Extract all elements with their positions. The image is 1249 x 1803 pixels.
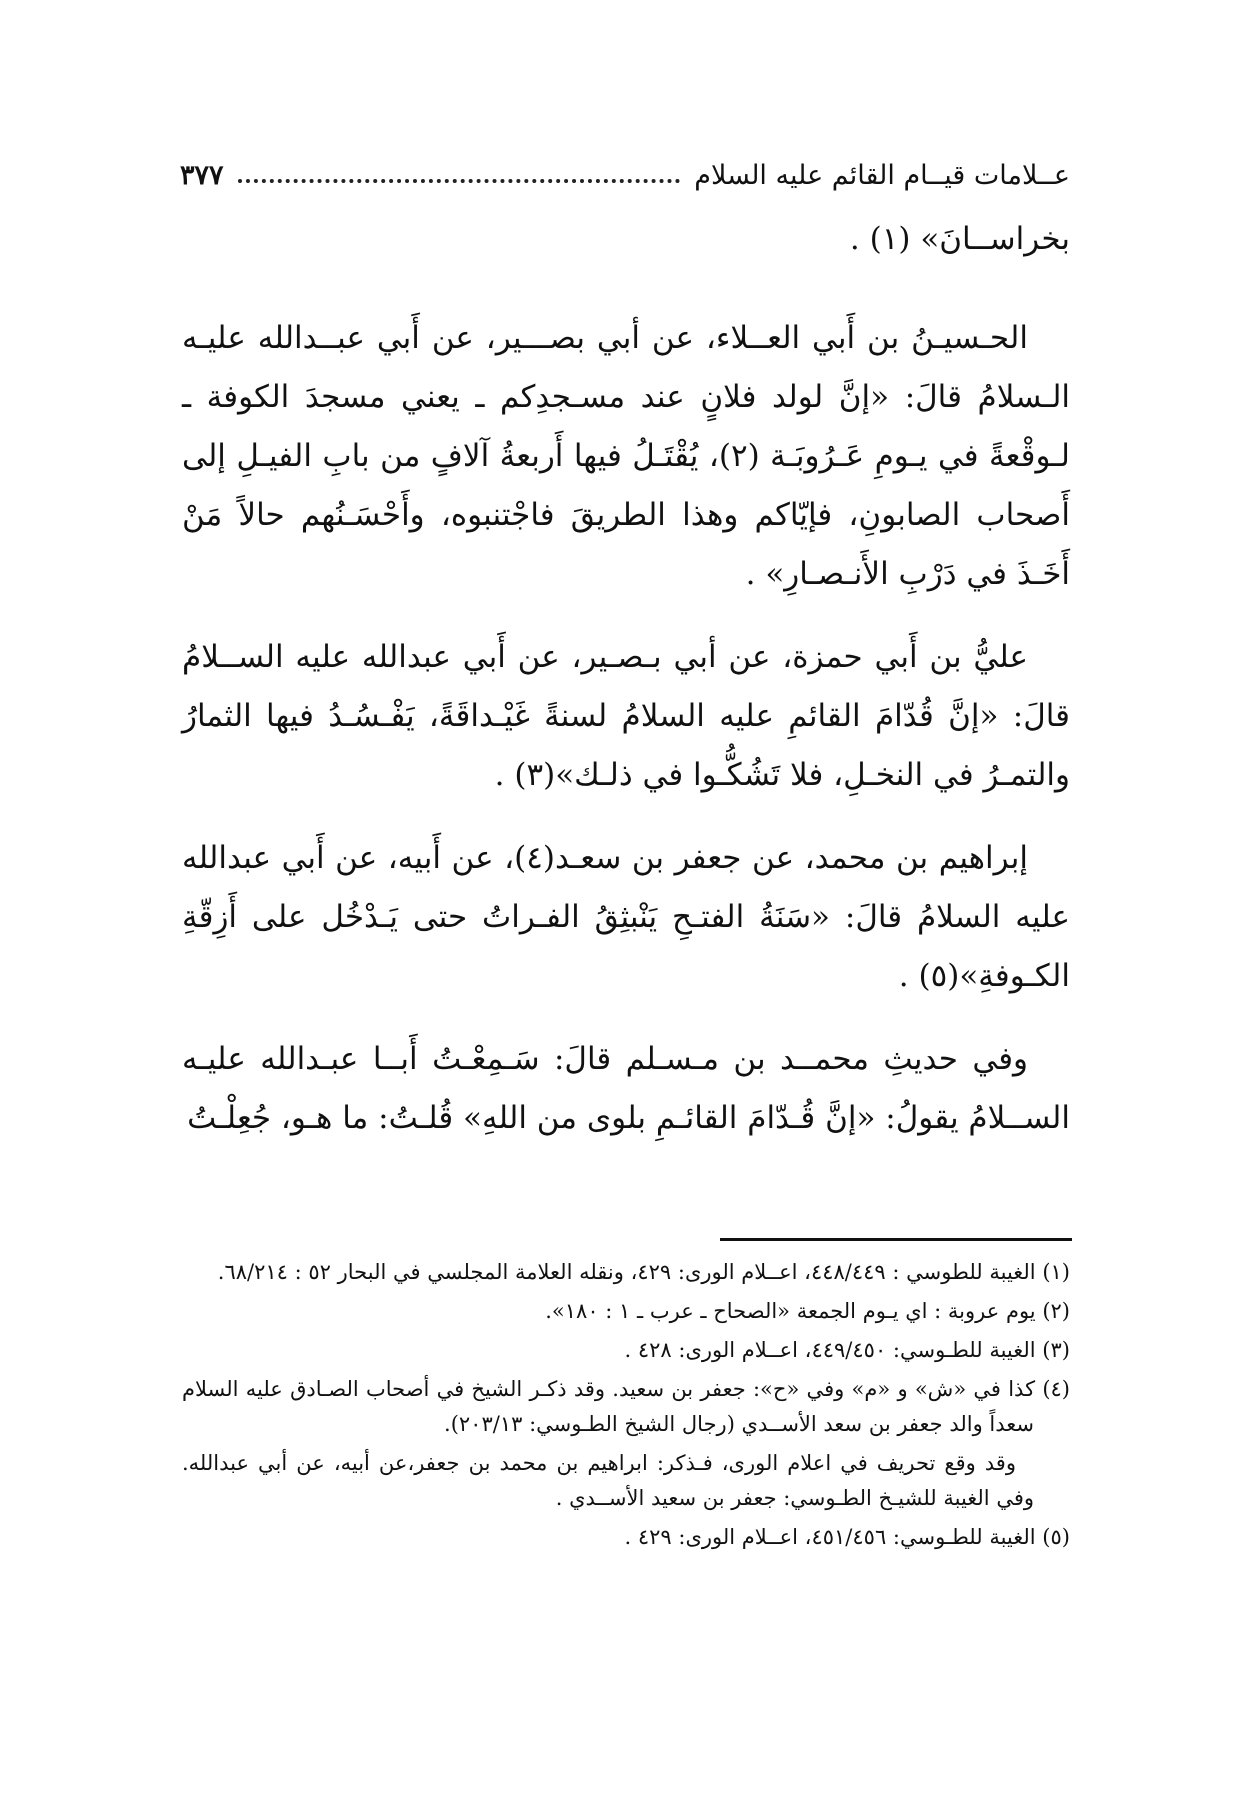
paragraph: وفي حديثِ محمــد بن مـسـلم قالَ: سَـمِعْـتُ أَبــا عبـدالله عليـه الســلامُ يقولُ: «إنَّ قُـدّامَ القائـمِ بلوى من اللهِ» قُلـتُ: ما هـو، جُعِلْـتُ bbox=[182, 1041, 1070, 1136]
footnote-4-continued: وقد وقع تحريف في اعلام الورى، فـذكر: ابراهيم بن محمد بن جعفر،عن أبيه، عن أبي عبدالله. وفي الغيبة للشيـخ الطـوسي: جعفر بن سعيد الأســدي . bbox=[182, 1451, 1034, 1510]
dot-leader bbox=[238, 169, 681, 183]
footnote-1: (١) الغيبة للطوسي : ٤٤٨/٤٤٩، اعــلام الورى: ٤٢٩، ونقله العلامة المجلسي في البحار ٥٢ : ٦٨/٢١٤. bbox=[217, 1260, 1070, 1284]
footnote-4: (٤) كذا في «ش» و «م» وفي «ح»: جعفر بن سعيد. وقد ذكـر الشيخ في أصحاب الصـادق عليه السلام سعداً والد جعفر بن سعد الأســدي (رجال الشيخ الطـوسي: ٢٠٣/١٣). bbox=[182, 1377, 1070, 1436]
footnote-3: (٣) الغيبة للطـوسي: ٤٤٩/٤٥٠، اعــلام الورى: ٤٢٨ . bbox=[624, 1338, 1070, 1362]
footnote-separator bbox=[720, 1238, 1072, 1241]
chapter-title: عــلامات قيــام القائم عليه السلام bbox=[694, 160, 1070, 191]
paragraph: إبراهيم بن محمد، عن جعفر بن سعـد(٤)، عن أَبيه، عن أَبي عبدالله عليه السلامُ قالَ: «سَنَةُ الفتـحِ يَنْبثِقُ الفـراتُ حتى يَـدْخُل على أَزِقّةِ الكـوفةِ»(٥) . bbox=[182, 840, 1070, 994]
main-text bbox=[182, 210, 1070, 1172]
footnote-2: (٢) يوم عروبة : اي يـوم الجمعة «الصحاح ـ عرب ـ ١ : ١٨٠». bbox=[545, 1299, 1070, 1323]
paragraph: الحـسيـنُ بن أَبي العــلاء، عن أبي بصـــير، عن أَبي عبــدالله عليـه الـسلامُ قالَ: «إنَّ لولد فلانٍ عند مسـجدِكم ـ يعني مسجدَ الكوفة ـ لـوقْعةً في يـومِ عَـرُوبَـة (٢)، يُقْتَـلُ فيها أَربعةُ آلافٍ من بابِ الفيـلِ إلى أَصحاب الصابونِ، فإيّاكم وهذا الطريقَ فاجْتنبوه، وأَحْسَـنُهم حالاً مَنْ أَخَـذَ في دَرْبِ الأَنـصـارِ» . bbox=[182, 320, 1070, 592]
running-header bbox=[180, 160, 1070, 191]
paragraph-continued: بخراســانَ» (١) . bbox=[849, 221, 1070, 257]
page-number: ٣٧٧ bbox=[180, 160, 224, 191]
paragraph: عليُّ بن أَبي حمزة، عن أبي بـصـير، عن أَبي عبدالله عليه الســلامُ قالَ: «إنَّ قُدّامَ القائمِ عليه السلامُ لسنةً غَيْـداقَةً، يَفْـسُـدُ فيها الثمارُ والتمـرُ في النخـلِ، فلا تَشُكُّـوا في ذلـك»(٣) . bbox=[182, 639, 1070, 793]
footnotes bbox=[182, 1255, 1070, 1559]
footnote-5: (٥) الغيبة للطـوسي: ٤٥١/٤٥٦، اعــلام الورى: ٤٢٩ . bbox=[624, 1525, 1070, 1549]
